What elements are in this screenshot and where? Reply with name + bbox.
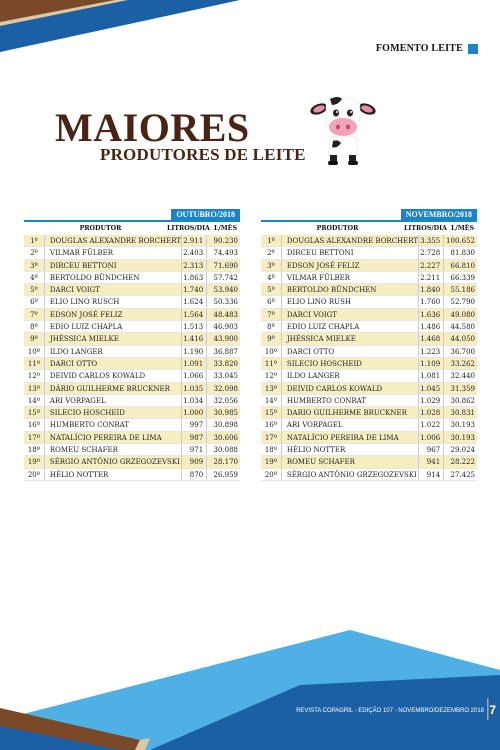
litros-dia-cell: 967 — [419, 444, 444, 455]
litros-mes-cell: 30.193 — [450, 433, 475, 442]
table-row — [24, 444, 240, 456]
rank-cell: 20º — [24, 469, 45, 480]
rank-cell: 2º — [261, 247, 282, 258]
litros-mes-cell: 49.080 — [450, 310, 475, 319]
litros-dia-cell: 987 — [182, 432, 207, 443]
litros-mes-cell: 71.690 — [213, 261, 238, 270]
table-row — [24, 296, 240, 308]
litros-dia-cell: 1.006 — [419, 432, 444, 443]
producer-name-cell: DÁRIO GUILHERME BRUCKNER — [45, 383, 182, 394]
producer-name-cell: JHÉSSICA MIELKE — [45, 333, 182, 344]
producer-name-cell: DARIO GUILHERME BRUCKNER — [282, 407, 419, 418]
producer-name-cell: DARCI VOIGT — [282, 309, 419, 320]
table-row — [261, 235, 477, 247]
month-label: NOVEMBRO/2018 — [401, 209, 477, 220]
table-row — [261, 358, 477, 370]
rank-cell: 1º — [261, 235, 282, 246]
rank-cell: 1º — [24, 235, 45, 246]
rank-cell: 11º — [261, 358, 282, 369]
table-row — [24, 235, 240, 247]
rank-cell: 20º — [261, 469, 282, 480]
rank-cell: 15º — [261, 407, 282, 418]
producer-name-cell: ARI VORPAGEL — [282, 419, 419, 430]
producer-name-cell: ELIO LINO RUSCH — [45, 296, 182, 307]
table-row — [24, 456, 240, 468]
rank-cell: 3º — [24, 260, 45, 271]
producer-name-cell: NATALÍCIO PEREIRA DE LIMA — [45, 432, 182, 443]
table-row — [261, 469, 477, 481]
table-row — [24, 469, 240, 481]
table-row — [261, 432, 477, 444]
producer-name-cell: SÉRGIO ANTÔNIO GRZEGOZEVSKI — [282, 469, 419, 480]
litros-mes-cell: 66.339 — [450, 273, 475, 282]
litros-dia-cell: 1.863 — [182, 272, 207, 283]
producer-name-cell: DOUGLAS ALEXANDRE BORCHERT — [45, 235, 182, 246]
producer-name-cell: ARI VORPAGEL — [45, 395, 182, 406]
page-title: MAIORES — [55, 105, 250, 150]
litros-dia-cell: 941 — [419, 456, 444, 467]
litros-dia-cell: 2.403 — [182, 247, 207, 258]
rank-cell: 6º — [24, 296, 45, 307]
table-row — [261, 309, 477, 321]
litros-mes-cell: 29.024 — [450, 446, 475, 455]
litros-dia-cell: 1.034 — [182, 395, 207, 406]
litros-dia-cell: 2.227 — [419, 260, 444, 271]
rank-cell: 16º — [261, 419, 282, 430]
litros-mes-cell: 43.900 — [213, 335, 238, 344]
litros-mes-cell: 48.483 — [213, 310, 238, 319]
producer-name-cell: DARCI OTTO — [282, 346, 419, 357]
table-row — [24, 284, 240, 296]
rank-cell: 13º — [24, 383, 45, 394]
producer-name-cell: ELIO LINO RUSH — [282, 296, 419, 307]
col-litros-dia: LITROS/DIA — [404, 225, 447, 232]
rank-cell: 19º — [261, 456, 282, 467]
col-l-mes: L/MÊS — [450, 225, 475, 232]
litros-dia-cell: 2.211 — [419, 272, 444, 283]
producer-name-cell: NATALÍCIO PEREIRA DE LIMA — [282, 432, 419, 443]
rank-cell: 12º — [24, 370, 45, 381]
producer-name-cell: SILECIO HOSCHEID — [45, 407, 182, 418]
producer-name-cell: DARCI VOIGT — [45, 284, 182, 295]
litros-dia-cell: 1.840 — [419, 284, 444, 295]
producer-name-cell: BERTOLDO BÜNDCHEN — [282, 284, 419, 295]
rank-cell: 17º — [24, 432, 45, 443]
litros-mes-cell: 33.045 — [213, 372, 238, 381]
litros-mes-cell: 31.359 — [450, 384, 475, 393]
rank-cell: 19º — [24, 456, 45, 467]
litros-dia-cell: 1.564 — [182, 309, 207, 320]
table-row — [24, 309, 240, 321]
producer-name-cell: DEIVID CARLOS KOWALD — [45, 370, 182, 381]
litros-mes-cell: 52.790 — [450, 298, 475, 307]
producer-name-cell: VILMAR FÜLBER — [45, 247, 182, 258]
rank-cell: 4º — [24, 272, 45, 283]
litros-mes-cell: 74.493 — [213, 249, 238, 258]
table-row — [261, 395, 477, 407]
litros-dia-cell: 1.468 — [419, 333, 444, 344]
table-header — [24, 222, 240, 235]
litros-mes-cell: 30.898 — [213, 421, 238, 430]
rank-cell: 7º — [24, 309, 45, 320]
table-row — [261, 407, 477, 419]
page-subtitle: PRODUTORES DE LEITE — [100, 145, 306, 164]
producer-name-cell: ROMEU SCHAFER — [45, 444, 182, 455]
litros-dia-cell: 1.190 — [182, 346, 207, 357]
rank-cell: 5º — [261, 284, 282, 295]
producer-name-cell: EDSON JOSÉ FELIZ — [282, 260, 419, 271]
litros-mes-cell: 36.887 — [213, 347, 238, 356]
rank-cell: 15º — [24, 407, 45, 418]
litros-mes-cell: 57.742 — [213, 273, 238, 282]
table-header — [261, 222, 477, 235]
rank-cell: 10º — [261, 346, 282, 357]
table-row — [24, 395, 240, 407]
month-label: OUTUBRO/2018 — [171, 209, 240, 220]
litros-mes-cell: 27.425 — [450, 470, 475, 479]
litros-dia-cell: 1.081 — [419, 370, 444, 381]
litros-dia-cell: 1.486 — [419, 321, 444, 332]
rank-cell: 6º — [261, 296, 282, 307]
rank-cell: 8º — [24, 321, 45, 332]
table-row — [24, 370, 240, 382]
litros-dia-cell: 1.416 — [182, 333, 207, 344]
table-row — [261, 419, 477, 431]
litros-dia-cell: 1.000 — [182, 407, 207, 418]
table-row — [261, 333, 477, 345]
table-row — [261, 284, 477, 296]
producer-name-cell: HUMBERTO CONRAT — [282, 395, 419, 406]
litros-mes-cell: 28.170 — [213, 458, 238, 467]
table-row — [24, 260, 240, 272]
table-row — [261, 247, 477, 259]
litros-mes-cell: 36.700 — [450, 347, 475, 356]
litros-dia-cell: 1.624 — [182, 296, 207, 307]
litros-mes-cell: 55.186 — [450, 286, 475, 295]
litros-dia-cell: 1.091 — [182, 358, 207, 369]
rank-cell: 14º — [261, 395, 282, 406]
litros-mes-cell: 53.940 — [213, 286, 238, 295]
litros-dia-cell: 1.028 — [419, 407, 444, 418]
litros-dia-cell: 3.355 — [419, 235, 444, 246]
litros-mes-cell: 28.222 — [450, 458, 475, 467]
col-litros-dia: LITROS/DIA — [167, 225, 210, 232]
rank-cell: 10º — [24, 346, 45, 357]
litros-dia-cell: 870 — [182, 469, 207, 480]
col-produtor: PRODUTOR — [79, 225, 122, 232]
rank-cell: 18º — [24, 444, 45, 455]
table-row — [24, 358, 240, 370]
litros-mes-cell: 32.440 — [450, 372, 475, 381]
rank-cell: 2º — [24, 247, 45, 258]
col-l-mes: L/MÊS — [213, 225, 238, 232]
page-number: 7 — [489, 703, 496, 717]
table-row — [261, 272, 477, 284]
rank-cell: 8º — [261, 321, 282, 332]
producer-name-cell: JHÉSSICA MIELKE — [282, 333, 419, 344]
litros-mes-cell: 90.230 — [213, 237, 238, 245]
rank-cell: 9º — [261, 333, 282, 344]
table-row — [261, 321, 477, 333]
litros-mes-cell: 100.652 — [446, 237, 475, 245]
litros-dia-cell: 1.740 — [182, 284, 207, 295]
litros-mes-cell: 66.810 — [450, 261, 475, 270]
table-row — [261, 260, 477, 272]
producer-name-cell: VILMAR FÜLBER — [282, 272, 419, 283]
litros-mes-cell: 44.050 — [450, 335, 475, 344]
litros-mes-cell: 46.903 — [213, 323, 238, 332]
producer-name-cell: ILDO LANGER — [45, 346, 182, 357]
litros-mes-cell: 30.831 — [450, 409, 475, 418]
table-row — [261, 296, 477, 308]
producer-name-cell: HUMBERTO CONRAT — [45, 419, 182, 430]
litros-mes-cell: 30.862 — [450, 396, 475, 405]
producer-name-cell: DIRCEU BETTONI — [282, 247, 419, 258]
litros-mes-cell: 50.336 — [213, 298, 238, 307]
litros-mes-cell: 30.985 — [213, 409, 238, 418]
rank-cell: 12º — [261, 370, 282, 381]
producer-name-cell: BERTOLDO BÜNDCHEN — [45, 272, 182, 283]
litros-dia-cell: 1.045 — [419, 383, 444, 394]
litros-dia-cell: 909 — [182, 456, 207, 467]
litros-dia-cell: 997 — [182, 419, 207, 430]
rank-cell: 4º — [261, 272, 282, 283]
rank-cell: 16º — [24, 419, 45, 430]
table-row — [261, 444, 477, 456]
producer-name-cell: EDIO LUIZ CHAPLA — [45, 321, 182, 332]
producer-name-cell: SILECIO HOSCHEID — [282, 358, 419, 369]
litros-dia-cell: 2.911 — [182, 235, 207, 246]
litros-dia-cell: 914 — [419, 469, 444, 480]
litros-mes-cell: 33.820 — [213, 359, 238, 368]
litros-dia-cell: 971 — [182, 444, 207, 455]
rank-cell: 18º — [261, 444, 282, 455]
litros-dia-cell: 1.223 — [419, 346, 444, 357]
table-row — [24, 432, 240, 444]
litros-mes-cell: 32.098 — [213, 384, 238, 393]
table-novembro — [261, 209, 477, 481]
litros-mes-cell: 26.959 — [213, 470, 238, 479]
producer-name-cell: EDIO LUIZ CHAPLA — [282, 321, 419, 332]
table-row — [261, 383, 477, 395]
rank-cell: 13º — [261, 383, 282, 394]
producer-name-cell: DIRCEU BETTONI — [45, 260, 182, 271]
litros-dia-cell: 1.513 — [182, 321, 207, 332]
rank-cell: 9º — [24, 333, 45, 344]
litros-dia-cell: 1.066 — [182, 370, 207, 381]
rank-cell: 3º — [261, 260, 282, 271]
producer-name-cell: ROMEU SCHAFER — [282, 456, 419, 467]
producer-name-cell: DARCI OTTO — [45, 358, 182, 369]
section-marker-square — [468, 44, 478, 54]
litros-mes-cell: 81.830 — [450, 249, 475, 258]
producer-name-cell: DOUGLAS ALEXANDRE BORCHERT — [282, 235, 419, 246]
table-row — [24, 346, 240, 358]
table-row — [24, 333, 240, 345]
litros-mes-cell: 30.193 — [450, 421, 475, 430]
section-label — [376, 43, 478, 54]
litros-dia-cell: 1.760 — [419, 296, 444, 307]
col-produtor: PRODUTOR — [316, 225, 359, 232]
producer-name-cell: SÉRGIO ANTÔNIO GRZEGOZEVSKI — [45, 456, 182, 467]
litros-mes-cell: 30.606 — [213, 433, 238, 442]
producer-name-cell: DEIVID CARLOS KOWALD — [282, 383, 419, 394]
litros-dia-cell: 1.035 — [182, 383, 207, 394]
bottom-decoration — [0, 630, 500, 750]
producer-name-cell: HÉLIO NOTTER — [282, 444, 419, 455]
footer-edition: REVISTA COPAGRIL - EDIÇÃO 107 - NOVEMBRO/DEZEMBRO 2018 — [296, 708, 484, 714]
litros-mes-cell: 30.088 — [213, 446, 238, 455]
table-row — [24, 407, 240, 419]
rank-cell: 5º — [24, 284, 45, 295]
litros-mes-cell: 44.580 — [450, 323, 475, 332]
table-row — [261, 456, 477, 468]
litros-mes-cell: 32.056 — [213, 396, 238, 405]
litros-dia-cell: 2.313 — [182, 260, 207, 271]
table-row — [24, 247, 240, 259]
rank-cell: 14º — [24, 395, 45, 406]
producer-name-cell: ILDO LANGER — [282, 370, 419, 381]
producer-name-cell: HÉLIO NOTTER — [45, 469, 182, 480]
table-row — [261, 346, 477, 358]
rank-cell: 11º — [24, 358, 45, 369]
table-row — [261, 370, 477, 382]
table-row — [24, 321, 240, 333]
litros-dia-cell: 2.728 — [419, 247, 444, 258]
rank-cell: 17º — [261, 432, 282, 443]
litros-dia-cell: 1.109 — [419, 358, 444, 369]
litros-dia-cell: 1.636 — [419, 309, 444, 320]
litros-mes-cell: 33.262 — [450, 359, 475, 368]
table-row — [24, 383, 240, 395]
litros-dia-cell: 1.029 — [419, 395, 444, 406]
table-row — [24, 419, 240, 431]
cow-mascot-icon — [308, 95, 378, 167]
litros-dia-cell: 1.022 — [419, 419, 444, 430]
table-row — [24, 272, 240, 284]
rank-cell: 7º — [261, 309, 282, 320]
table-outubro — [24, 209, 240, 481]
producer-name-cell: EDSON JOSÉ FELIZ — [45, 309, 182, 320]
section-label-text: FOMENTO LEITE — [375, 43, 463, 54]
